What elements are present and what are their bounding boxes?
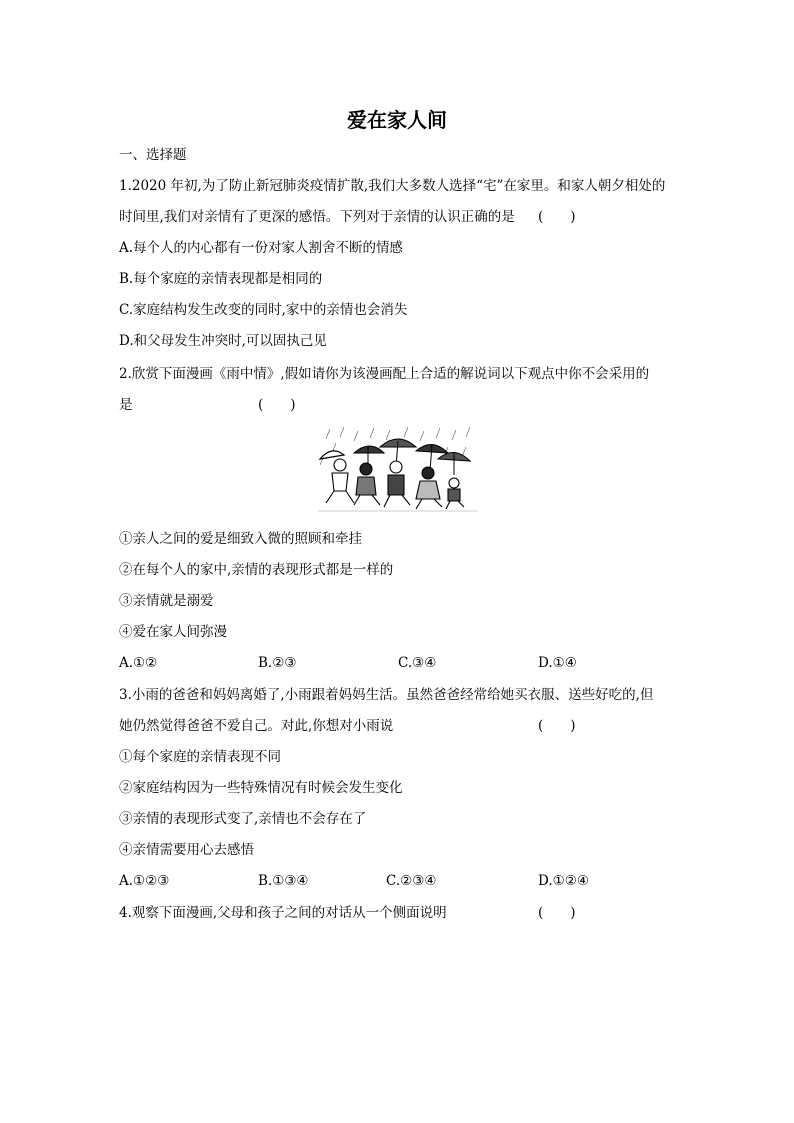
q3-statement-2: ②家庭结构因为一些特殊情况有时候会发生变化 [119, 780, 403, 796]
q2-choice-c: C.③④ [398, 655, 437, 671]
q1-answer-paren: ( ) [538, 209, 576, 225]
q1-stem-line2: 时间里,我们对亲情有了更深的感悟。下列对于亲情的认识正确的是 [119, 209, 515, 225]
q2-statement-1: ①亲人之间的爱是细致入微的照顾和牵挂 [119, 531, 362, 547]
q3-statement-1: ①每个家庭的亲情表现不同 [119, 749, 281, 765]
q3-choice-b: B.①③④ [258, 873, 309, 889]
q1-option-a: A.每个人的内心都有一份对家人割舍不断的情感 [119, 240, 404, 256]
q3-stem-line1: 3.小雨的爸爸和妈妈离婚了,小雨跟着妈妈生活。虽然爸爸经常给她买衣服、送些好吃的,但 [119, 687, 654, 703]
q3-statement-3: ③亲情的表现形式变了,亲情也不会存在了 [119, 811, 367, 827]
q3-stem-line2: 她仍然觉得爸爸不爱自己。对此,你想对小雨说 [119, 718, 394, 734]
q4-answer-paren: ( ) [538, 905, 576, 921]
q1-option-c: C.家庭结构发生改变的同时,家中的亲情也会消失 [119, 302, 408, 318]
q2-stem-line2: 是 [119, 397, 133, 413]
q2-choice-a: A.①② [119, 655, 158, 671]
q3-choice-d: D.①②④ [538, 873, 589, 889]
q2-stem-line1: 2.欣赏下面漫画《雨中情》,假如请你为该漫画配上合适的解说词以下观点中你不会采用的 [119, 366, 650, 382]
q4-stem-line1: 4.观察下面漫画,父母和孩子之间的对话从一个侧面说明 [119, 905, 447, 921]
q3-choice-a: A.①②③ [119, 873, 170, 889]
q2-choice-d: D.①④ [538, 655, 577, 671]
q3-statement-4: ④亲情需要用心去感悟 [119, 842, 254, 858]
q3-choice-c: C.②③④ [386, 873, 437, 889]
q2-statement-3: ③亲情就是溺爱 [119, 593, 214, 609]
page-title: 爱在家人间 [347, 108, 447, 132]
q2-answer-paren: ( ) [258, 397, 296, 413]
section-heading: 一、选择题 [119, 147, 187, 163]
rain-cartoon-image [318, 425, 478, 515]
q2-choice-b: B.②③ [258, 655, 297, 671]
q3-answer-paren: ( ) [538, 718, 576, 734]
q1-option-d: D.和父母发生冲突时,可以固执己见 [119, 333, 327, 349]
q1-stem-line1: 1.2020 年初,为了防止新冠肺炎疫情扩散,我们大多数人选择“宅”在家里。和家人朝夕相处的 [119, 178, 666, 194]
q1-option-b: B.每个家庭的亲情表现都是相同的 [119, 271, 323, 287]
q2-statement-2: ②在每个人的家中,亲情的表现形式都是一样的 [119, 562, 394, 578]
q2-statement-4: ④爱在家人间弥漫 [119, 624, 227, 640]
